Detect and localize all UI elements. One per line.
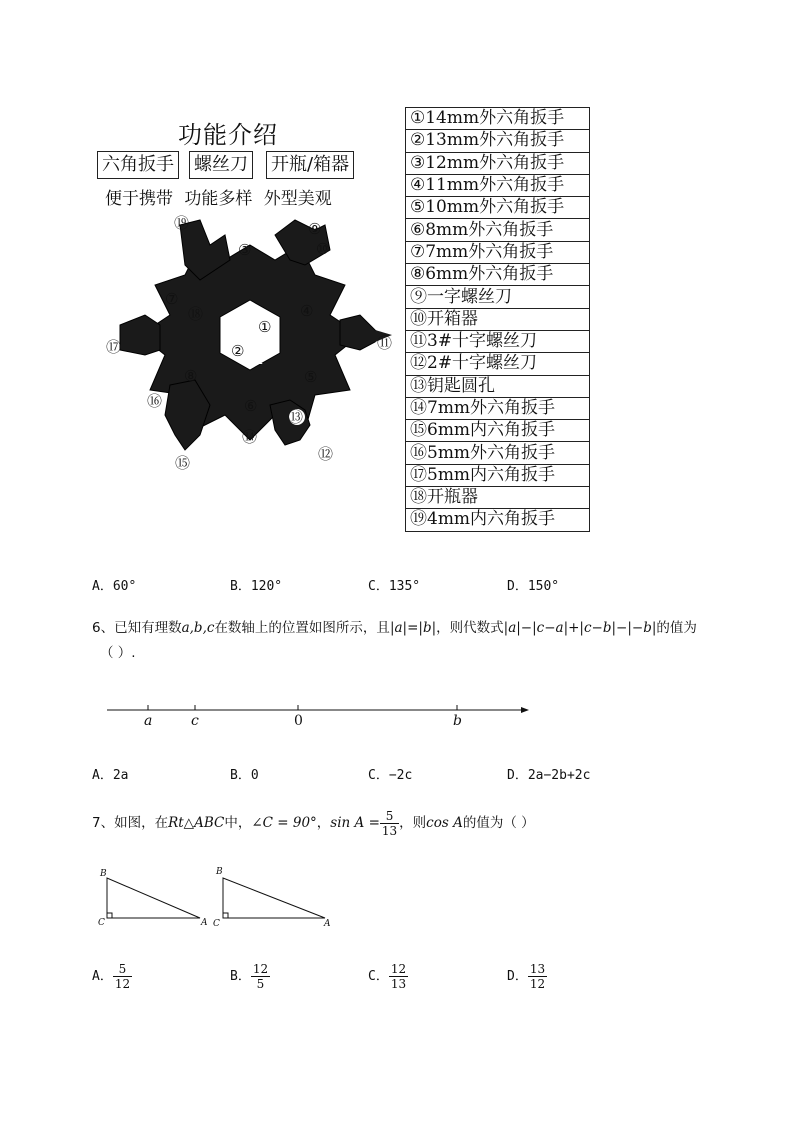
- q7-option-a: A． $\frac{5}{12}$: [92, 962, 131, 991]
- q6-option-c: C．−2c: [368, 768, 413, 783]
- tri1-vertex-b: B: [100, 869, 107, 879]
- label-6: ⑥: [244, 397, 258, 415]
- q5-option-d: D．150°: [507, 579, 560, 594]
- label-13: ⑬: [288, 408, 304, 426]
- label-14: ⑭: [242, 428, 258, 446]
- label-11: ⑪: [377, 334, 393, 352]
- part-label: ①14mm外六角扳手: [406, 108, 590, 130]
- parts-row: [406, 241, 590, 263]
- tri2-vertex-b: B: [216, 867, 223, 877]
- tri2-vertex-c: C: [213, 919, 220, 929]
- label-17: ⑰: [106, 338, 122, 356]
- q6-number-line: [105, 700, 535, 735]
- label-16: ⑯: [147, 392, 163, 410]
- q5-option-b: B．120°: [230, 579, 283, 594]
- part-label: ⑲4mm内六角扳手: [406, 509, 590, 531]
- label-18: ⑱: [188, 305, 204, 323]
- tagline: 便于携带 功能多样 外型美观: [105, 189, 332, 209]
- axis-label-b: b: [453, 713, 462, 729]
- parts-row: [406, 487, 590, 509]
- parts-row: [406, 375, 590, 397]
- parts-row: [406, 174, 590, 196]
- parts-row: [406, 219, 590, 241]
- q7-option-d: D． $\frac{13}{12}$: [507, 962, 546, 991]
- q6-option-b: B．0: [230, 768, 259, 783]
- q7-stem: 7、如图，在Rt△ABC中，∠C = 90°，sin A = $\frac{5}{13}$ ，则cos A的值为（ ）: [92, 808, 535, 838]
- parts-row: [406, 152, 590, 174]
- axis-label-a: a: [144, 713, 153, 729]
- tri1-vertex-c: C: [98, 918, 105, 928]
- parts-row: [406, 286, 590, 308]
- label-4: ④: [300, 302, 314, 320]
- label-2: ②: [231, 342, 245, 360]
- label-19: ⑲: [174, 214, 190, 232]
- label-15: ⑮: [175, 454, 191, 472]
- label-3: ③: [238, 241, 252, 259]
- part-label: ④11mm外六角扳手: [406, 174, 590, 196]
- parts-row: [406, 308, 590, 330]
- parts-row: [406, 108, 590, 130]
- q7-option-c: C． $\frac{12}{13}$: [368, 962, 407, 991]
- part-label: ⑮6mm内六角扳手: [406, 420, 590, 442]
- parts-row: [406, 464, 590, 486]
- sin-fraction: $\frac{5}{13}$: [381, 808, 398, 838]
- part-label: ⑥8mm外六角扳手: [406, 219, 590, 241]
- part-label: ⑱开瓶器: [406, 487, 590, 509]
- q6-option-a: A．2a: [92, 768, 129, 783]
- part-label: ⑰5mm内六角扳手: [406, 464, 590, 486]
- part-label: ⑨一字螺丝刀: [406, 286, 590, 308]
- label-9: ⑨: [308, 220, 322, 238]
- feature-title: 功能介绍: [178, 121, 278, 149]
- parts-row: [406, 509, 590, 531]
- q6-option-d: D．2a−2b+2c: [507, 768, 591, 783]
- parts-row: [406, 330, 590, 352]
- q5-option-a: A．60°: [92, 579, 137, 594]
- part-label: ⑩开箱器: [406, 308, 590, 330]
- center-letter: a: [254, 350, 264, 368]
- q7-option-b: B． $\frac{12}{5}$: [230, 962, 269, 991]
- tag-screwdriver: 螺丝刀: [189, 151, 253, 179]
- part-label: ⑪3#十字螺丝刀: [406, 330, 590, 352]
- parts-row: [406, 353, 590, 375]
- label-1: ①: [258, 318, 272, 336]
- axis-label-c: c: [191, 713, 199, 729]
- label-7: ⑦: [165, 290, 179, 308]
- q6-stem: 6、已知有理数a,b,c在数轴上的位置如图所示，且|a|=|b|，则代数式|a|−|c−a|+|c−b|−|−b|的值为: [92, 620, 697, 636]
- parts-row: [406, 197, 590, 219]
- parts-row: [406, 442, 590, 464]
- parts-row: [406, 264, 590, 286]
- label-5: ⑤: [304, 368, 318, 386]
- part-label: ⑦7mm外六角扳手: [406, 241, 590, 263]
- tag-hex-wrench: 六角扳手: [97, 151, 179, 179]
- parts-row: [406, 130, 590, 152]
- tri2-vertex-a: A: [324, 919, 331, 929]
- part-label: ⑭7mm外六角扳手: [406, 397, 590, 419]
- label-8: ⑧: [184, 367, 198, 385]
- axis-label-zero: 0: [294, 713, 303, 729]
- label-10: ⑩: [316, 240, 330, 258]
- part-label: ⑬钥匙圆孔: [406, 375, 590, 397]
- parts-table: [405, 107, 590, 532]
- q5-option-c: C．135°: [368, 579, 421, 594]
- part-label: ②13mm外六角扳手: [406, 130, 590, 152]
- part-label: ⑤10mm外六角扳手: [406, 197, 590, 219]
- tri1-vertex-a: A: [201, 918, 208, 928]
- parts-row: [406, 420, 590, 442]
- part-label: ⑧6mm外六角扳手: [406, 264, 590, 286]
- part-label: ⑯5mm外六角扳手: [406, 442, 590, 464]
- parts-row: [406, 397, 590, 419]
- q6-blank: （ ）.: [100, 645, 136, 661]
- tag-opener: 开瓶/箱器: [266, 151, 354, 179]
- label-12: ⑫: [318, 445, 334, 463]
- part-label: ③12mm外六角扳手: [406, 152, 590, 174]
- part-label: ⑫2#十字螺丝刀: [406, 353, 590, 375]
